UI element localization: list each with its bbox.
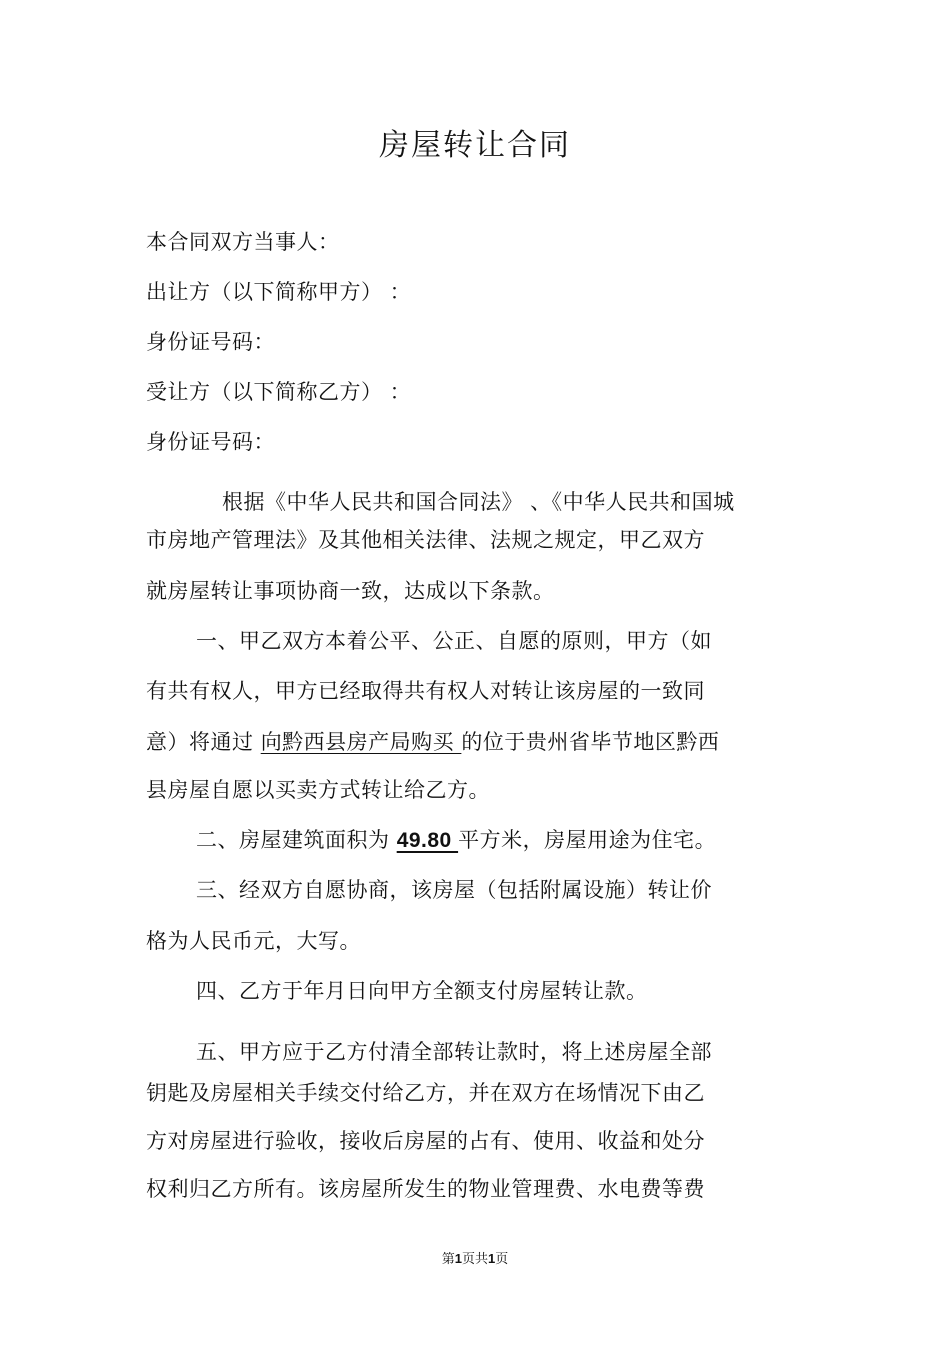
footer-prefix: 第 bbox=[441, 1252, 455, 1267]
clause-1-line-1: 一、甲乙双方本着公平、公正、自愿的原则，甲方（如 bbox=[196, 629, 712, 653]
clause-5-line-4: 权利归乙方所有。该房屋所发生的物业管理费、水电费等费 bbox=[146, 1177, 705, 1201]
clause-5-line-1: 五、甲方应于乙方付清全部转让款时，将上述房屋全部 bbox=[196, 1040, 712, 1064]
clause-2-line bbox=[196, 825, 716, 856]
preamble-line-2: 市房地产管理法》及其他相关法律、法规之规定，甲乙双方 bbox=[146, 528, 705, 552]
clause-3-line-2: 格为人民币元，大写。 bbox=[146, 929, 361, 953]
footer-page-number: 1 bbox=[454, 1251, 462, 1266]
transferor-id-line: 身份证号码： bbox=[146, 330, 275, 354]
clause-5-line-3: 方对房屋进行验收，接收后房屋的占有、使用、收益和处分 bbox=[146, 1129, 705, 1153]
clause-4-line: 四、乙方于年月日向甲方全额支付房屋转让款。 bbox=[196, 979, 648, 1003]
clause-3-line-1: 三、经双方自愿协商，该房屋（包括附属设施）转让价 bbox=[196, 878, 712, 902]
transferee-id-line: 身份证号码： bbox=[146, 430, 275, 454]
clause-1-line-3 bbox=[146, 727, 719, 757]
purchase-source-field: 向黔西县房产局购买 bbox=[260, 730, 462, 754]
clause-1-line-2: 有共有权人，甲方已经取得共有权人对转让该房屋的一致同 bbox=[146, 679, 705, 703]
clause-2-pre: 二、房屋建筑面积为 bbox=[196, 828, 397, 852]
page-footer bbox=[0, 1250, 950, 1269]
footer-suffix: 页 bbox=[495, 1252, 509, 1267]
clause-1-line-3-pre: 意）将通过 bbox=[146, 730, 261, 754]
clause-1-line-4: 县房屋自愿以买卖方式转让给乙方。 bbox=[146, 778, 490, 802]
area-value: 49.80 bbox=[396, 829, 459, 852]
footer-total-pages: 1 bbox=[488, 1251, 496, 1266]
preamble-line-3: 就房屋转让事项协商一致，达成以下条款。 bbox=[146, 579, 555, 603]
clause-2-post: 平方米，房屋用途为住宅。 bbox=[458, 828, 717, 852]
clause-1-line-3-post: 的位于贵州省毕节地区黔西 bbox=[461, 730, 720, 754]
footer-middle: 页共 bbox=[461, 1252, 488, 1267]
transferee-line: 受让方（以下简称乙方） ： bbox=[146, 380, 412, 404]
clause-5-line-2: 钥匙及房屋相关手续交付给乙方，并在双方在场情况下由乙 bbox=[146, 1081, 705, 1105]
transferor-line: 出让方（以下简称甲方） ： bbox=[146, 280, 412, 304]
parties-intro: 本合同双方当事人： bbox=[146, 230, 340, 254]
document-title: 房屋转让合同 bbox=[379, 128, 571, 163]
preamble-line-1: 根据《中华人民共和国合同法》 、《中华人民共和国城 bbox=[222, 490, 735, 514]
